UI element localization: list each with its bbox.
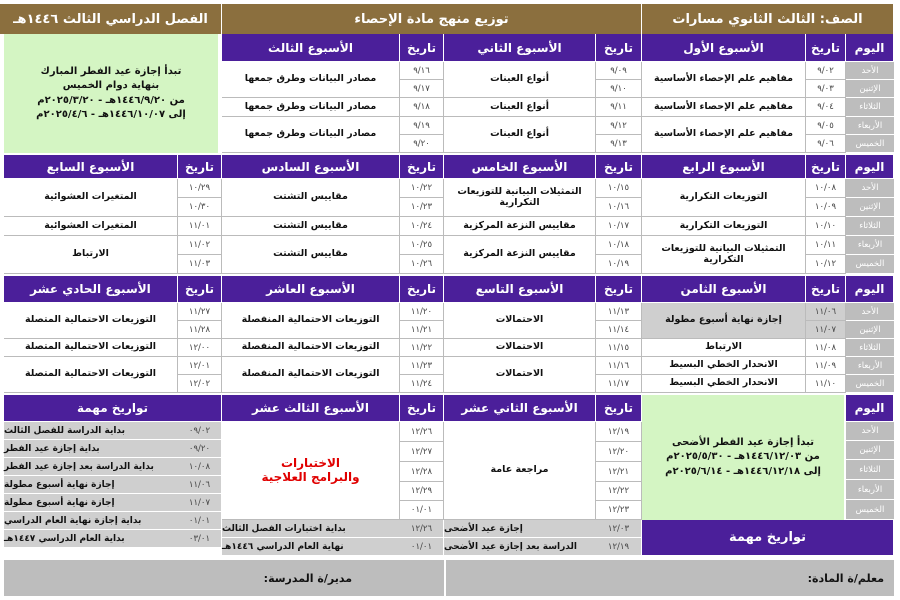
lesson-cell: التوزيعات الاحتمالية المنفصلة [222, 339, 400, 357]
exams-line: الاختبارات [280, 455, 341, 470]
lesson-cell: المتغيرات العشوائية [4, 179, 178, 217]
day-cell: الثلاثاء [846, 217, 894, 236]
week-10-header: الأسبوع العاشر [222, 276, 400, 303]
important-label: بداية إجازة عيد الفطر [4, 440, 178, 458]
date-cell: ١٠/١٠ [806, 217, 846, 236]
date-header: تاريخ [806, 155, 846, 179]
lesson-cell: التوزيعات التكرارية [642, 179, 806, 217]
lesson-cell: مقاييس التشتت [222, 179, 400, 217]
lesson-cell: التمثيلات البيانية للتوزيعات التكرارية [642, 236, 806, 274]
date-cell: ١٠/٠٨ [806, 179, 846, 198]
important-date: ١٢/١٩ [596, 538, 642, 556]
date-header: تاريخ [400, 276, 444, 303]
week-4-header: الأسبوع الرابع [642, 155, 806, 179]
date-cell: ١٢/٢١ [596, 462, 642, 482]
important-date: ٠٩/٢٠ [178, 440, 222, 458]
lesson-cell: الاحتمالات [444, 339, 596, 357]
date-cell: ١٠/٢٦ [400, 255, 444, 274]
date-cell: ١٠/٢٩ [178, 179, 222, 198]
date-cell: ١٢/٢٢ [596, 482, 642, 501]
date-cell: ١٠/٢٢ [400, 179, 444, 198]
lesson-cell: التوزيعات التكرارية [642, 217, 806, 236]
day-cell: الأحد [846, 303, 894, 321]
date-cell: ١١/٢٤ [400, 375, 444, 393]
date-cell: ١٠/٢٥ [400, 236, 444, 255]
date-cell: ١٢/٢٠ [596, 442, 642, 462]
date-header: تاريخ [178, 276, 222, 303]
holiday-line: إلى ١٤٤٦/١٢/١٨هـ - ٢٠٢٥/٦/١٤م [665, 465, 821, 477]
day-cell: الأربعاء [846, 236, 894, 255]
date-cell: ١٠/١٥ [596, 179, 642, 198]
fitr-holiday-note [4, 34, 218, 153]
date-cell: ١١/١٥ [596, 339, 642, 357]
lesson-cell: مصادر البيانات وطرق جمعها [222, 98, 400, 117]
date-cell: ١٢/٠٠ [178, 339, 222, 357]
important-label: بداية اختبارات الفصل الثالث [222, 520, 400, 538]
important-date: ١٢/٢٦ [400, 520, 444, 538]
important-dates-banner: تواريخ مهمة [642, 520, 894, 556]
lesson-cell: الارتباط [642, 339, 806, 357]
lesson-cell: الانحدار الخطي البسيط [642, 357, 806, 375]
lesson-cell: مصادر البيانات وطرق جمعها [222, 62, 400, 98]
semester-header: الفصل الدراسي الثالث ١٤٤٦هـ [0, 4, 222, 34]
date-cell: ٩/١٩ [400, 117, 444, 135]
date-cell: ١٢/٢٣ [596, 501, 642, 520]
important-label: إجازة نهاية أسبوع مطولة [4, 494, 178, 512]
day-cell: الأحد [846, 422, 894, 441]
date-cell: ٩/١٧ [400, 80, 444, 98]
date-cell: ١٠/٠٩ [806, 198, 846, 217]
important-label: إجازة نهاية أسبوع مطولة [4, 476, 178, 494]
date-cell: ١١/١٣ [596, 303, 642, 321]
lesson-cell: مصادر البيانات وطرق جمعها [222, 117, 400, 153]
principal-signature: مدير/ة المدرسة: [4, 560, 444, 596]
day-header: اليوم [846, 395, 894, 422]
important-date: ١١/٠٧ [178, 494, 222, 512]
lesson-cell: مفاهيم علم الإحصاء الأساسية [642, 62, 806, 98]
lesson-cell: الاحتمالات [444, 357, 596, 393]
adha-holiday-note [642, 395, 844, 520]
date-cell: ١٠/٢٤ [400, 217, 444, 236]
date-cell: ١٠/١٨ [596, 236, 642, 255]
date-header: تاريخ [596, 395, 642, 422]
important-label: بداية الدراسة للفصل الثالث [4, 422, 178, 440]
date-cell: ١١/٠١ [178, 217, 222, 236]
date-cell: ١٠/٢٣ [400, 198, 444, 217]
date-header: تاريخ [806, 276, 846, 303]
day-cell: الإثنين [846, 321, 894, 339]
date-cell: ٩/٠٢ [806, 62, 846, 80]
date-cell: ١٠/١٢ [806, 255, 846, 274]
date-cell: ٩/١٦ [400, 62, 444, 80]
date-cell: ١٠/٣٠ [178, 198, 222, 217]
day-cell: الثلاثاء [846, 98, 894, 117]
date-cell: ١١/٠٩ [806, 357, 846, 375]
lesson-cell: التمثيلات البيانية للتوزيعات التكرارية [444, 179, 596, 217]
date-cell: ١١/٠٨ [806, 339, 846, 357]
day-cell: الخميس [846, 500, 894, 520]
holiday-line: بنهاية دوام الخميس [62, 80, 160, 91]
lesson-cell: مقاييس التشتت [222, 217, 400, 236]
date-header: تاريخ [178, 155, 222, 179]
day-cell: الخميس [846, 135, 894, 153]
important-label: الدراسة بعد إجازة عيد الأضحى [444, 538, 596, 556]
week-13-header: الأسبوع الثالث عشر [222, 395, 400, 422]
date-cell: ١٢/٢٩ [400, 482, 444, 501]
date-cell: ٩/٠٣ [806, 80, 846, 98]
day-header: اليوم [846, 34, 894, 62]
date-header: تاريخ [596, 34, 642, 62]
important-date: ١٢/٠٣ [596, 520, 642, 538]
date-cell: ١٢/٠١ [178, 357, 222, 375]
lesson-cell: مفاهيم علم الإحصاء الأساسية [642, 117, 806, 153]
week-8-header: الأسبوع الثامن [642, 276, 806, 303]
day-cell: الثلاثاء [846, 339, 894, 357]
date-cell: ١١/٢٠ [400, 303, 444, 321]
date-cell: ١١/٢١ [400, 321, 444, 339]
remedial-line: والبرامج العلاجية [261, 469, 360, 484]
important-label: إجازة عيد الأضحى [444, 520, 596, 538]
lesson-cell: مقاييس النزعة المركزية [444, 217, 596, 236]
week-6-header: الأسبوع السادس [222, 155, 400, 179]
important-label: بداية العام الدراسي ١٤٤٧هـ [4, 530, 178, 548]
week-12-header: الأسبوع الثاني عشر [444, 395, 596, 422]
date-cell: ٠١/٠١ [400, 501, 444, 520]
date-cell: ٩/١١ [596, 98, 642, 117]
important-date: ٠١/٠١ [400, 538, 444, 556]
lesson-cell: مقاييس التشتت [222, 236, 400, 274]
date-cell: ١٠/١٧ [596, 217, 642, 236]
date-cell: ٩/٠٦ [806, 135, 846, 153]
week-2-header: الأسبوع الثاني [444, 34, 596, 62]
date-header: تاريخ [400, 395, 444, 422]
date-cell: ١١/٠٧ [806, 321, 846, 339]
date-cell: ٩/٠٩ [596, 62, 642, 80]
date-cell: ١١/٢٨ [178, 321, 222, 339]
holiday-line: تبدأ إجازة عيد الفطر المبارك [40, 65, 182, 77]
lesson-cell: أنواع العينات [444, 62, 596, 98]
date-cell: ٩/١٠ [596, 80, 642, 98]
day-cell: الإثنين [846, 80, 894, 98]
date-header: تاريخ [806, 34, 846, 62]
day-cell: الأحد [846, 62, 894, 80]
lesson-cell: التوزيعات الاحتمالية المتصلة [4, 339, 178, 357]
date-header: تاريخ [400, 34, 444, 62]
day-cell: الأربعاء [846, 117, 894, 135]
review-cell: مراجعة عامة [444, 422, 596, 520]
date-cell: ١٢/١٩ [596, 422, 642, 442]
date-cell: ١٠/١١ [806, 236, 846, 255]
lesson-cell: الانحدار الخطي البسيط [642, 375, 806, 393]
holiday-line: من ١٤٤٦/٩/٢٠هـ - ٢٠٢٥/٣/٢٠م [37, 94, 185, 106]
day-cell: الخميس [846, 255, 894, 274]
week-1-header: الأسبوع الأول [642, 34, 806, 62]
date-cell: ١٠/١٦ [596, 198, 642, 217]
lesson-cell: المتغيرات العشوائية [4, 217, 178, 236]
grade-header: الصف: الثالث الثانوي مسارات [642, 4, 894, 34]
day-cell: الخميس [846, 375, 894, 393]
week-3-header: الأسبوع الثالث [222, 34, 400, 62]
lesson-cell: التوزيعات الاحتمالية المتصلة [4, 357, 178, 393]
important-label: بداية إجازة نهاية العام الدراسي [4, 512, 178, 530]
date-cell: ١١/١٤ [596, 321, 642, 339]
lesson-cell: التوزيعات الاحتمالية المنفصلة [222, 303, 400, 339]
date-cell: ١٢/٢٦ [400, 422, 444, 442]
date-cell: ١١/٠٢ [178, 236, 222, 255]
date-cell: ١١/٠٣ [178, 255, 222, 274]
date-cell: ٩/١٣ [596, 135, 642, 153]
important-date: ٠١/٠١ [178, 512, 222, 530]
date-cell: ٩/١٢ [596, 117, 642, 135]
day-cell: الثلاثاء [846, 460, 894, 480]
date-cell: ١٠/١٩ [596, 255, 642, 274]
date-cell: ١٢/٢٧ [400, 442, 444, 462]
date-cell: ١٢/٢٨ [400, 462, 444, 482]
lesson-cell: إجازة نهاية أسبوع مطولة [642, 303, 806, 339]
lesson-cell: مفاهيم علم الإحصاء الأساسية [642, 98, 806, 117]
day-cell: الأربعاء [846, 357, 894, 375]
important-label: بداية الدراسة بعد إجازة عيد الفطر [4, 458, 178, 476]
lesson-cell: مقاييس النزعة المركزية [444, 236, 596, 274]
important-date: ٠٣/٠١ [178, 530, 222, 548]
important-date: ٠٩/٠٢ [178, 422, 222, 440]
date-header: تاريخ [596, 155, 642, 179]
date-cell: ١١/١٦ [596, 357, 642, 375]
day-cell: الأربعاء [846, 480, 894, 500]
holiday-line: تبدأ إجازة عيد الفطر الأضحى [672, 436, 814, 448]
important-label: نهاية العام الدراسي ١٤٤٦هـ [222, 538, 400, 556]
date-header: تاريخ [400, 155, 444, 179]
date-cell: ١١/١٠ [806, 375, 846, 393]
teacher-signature: معلم/ة المادة: [446, 560, 894, 596]
date-cell: ٩/٠٥ [806, 117, 846, 135]
date-cell: ٩/١٨ [400, 98, 444, 117]
holiday-line: من ١٤٤٦/١٢/٠٣هـ - ٢٠٢٥/٥/٣٠م [666, 451, 820, 463]
lesson-cell: التوزيعات الاحتمالية المتصلة [4, 303, 178, 339]
page-title: توزيع منهج مادة الإحصاء [222, 4, 642, 34]
date-cell: ٩/٢٠ [400, 135, 444, 153]
day-cell: الإثنين [846, 198, 894, 217]
important-date: ١٠/٠٨ [178, 458, 222, 476]
day-cell: الإثنين [846, 441, 894, 460]
week-7-header: الأسبوع السابع [4, 155, 178, 179]
holiday-line: إلى ١٤٤٦/١٠/٠٧هـ - ٢٠٢٥/٤/٦م [36, 109, 186, 120]
day-cell: الأحد [846, 179, 894, 198]
lesson-cell: أنواع العينات [444, 98, 596, 117]
important-date: ١١/٠٦ [178, 476, 222, 494]
day-header: اليوم [846, 276, 894, 303]
date-cell: ١١/٢٧ [178, 303, 222, 321]
lesson-cell: الارتباط [4, 236, 178, 274]
date-cell: ١١/١٧ [596, 375, 642, 393]
week-11-header: الأسبوع الحادي عشر [4, 276, 178, 303]
important-dates-header: تواريخ مهمة [4, 395, 222, 422]
date-header: تاريخ [596, 276, 642, 303]
date-cell: ١١/٠٦ [806, 303, 846, 321]
date-cell: ٩/٠٤ [806, 98, 846, 117]
week-9-header: الأسبوع التاسع [444, 276, 596, 303]
lesson-cell: الاحتمالات [444, 303, 596, 339]
date-cell: ١١/٢٢ [400, 339, 444, 357]
week-5-header: الأسبوع الخامس [444, 155, 596, 179]
date-cell: ١٢/٠٢ [178, 375, 222, 393]
lesson-cell: أنواع العينات [444, 117, 596, 153]
date-cell: ١١/٢٣ [400, 357, 444, 375]
lesson-cell: التوزيعات الاحتمالية المنفصلة [222, 357, 400, 393]
exams-cell [222, 422, 400, 520]
day-header: اليوم [846, 155, 894, 179]
